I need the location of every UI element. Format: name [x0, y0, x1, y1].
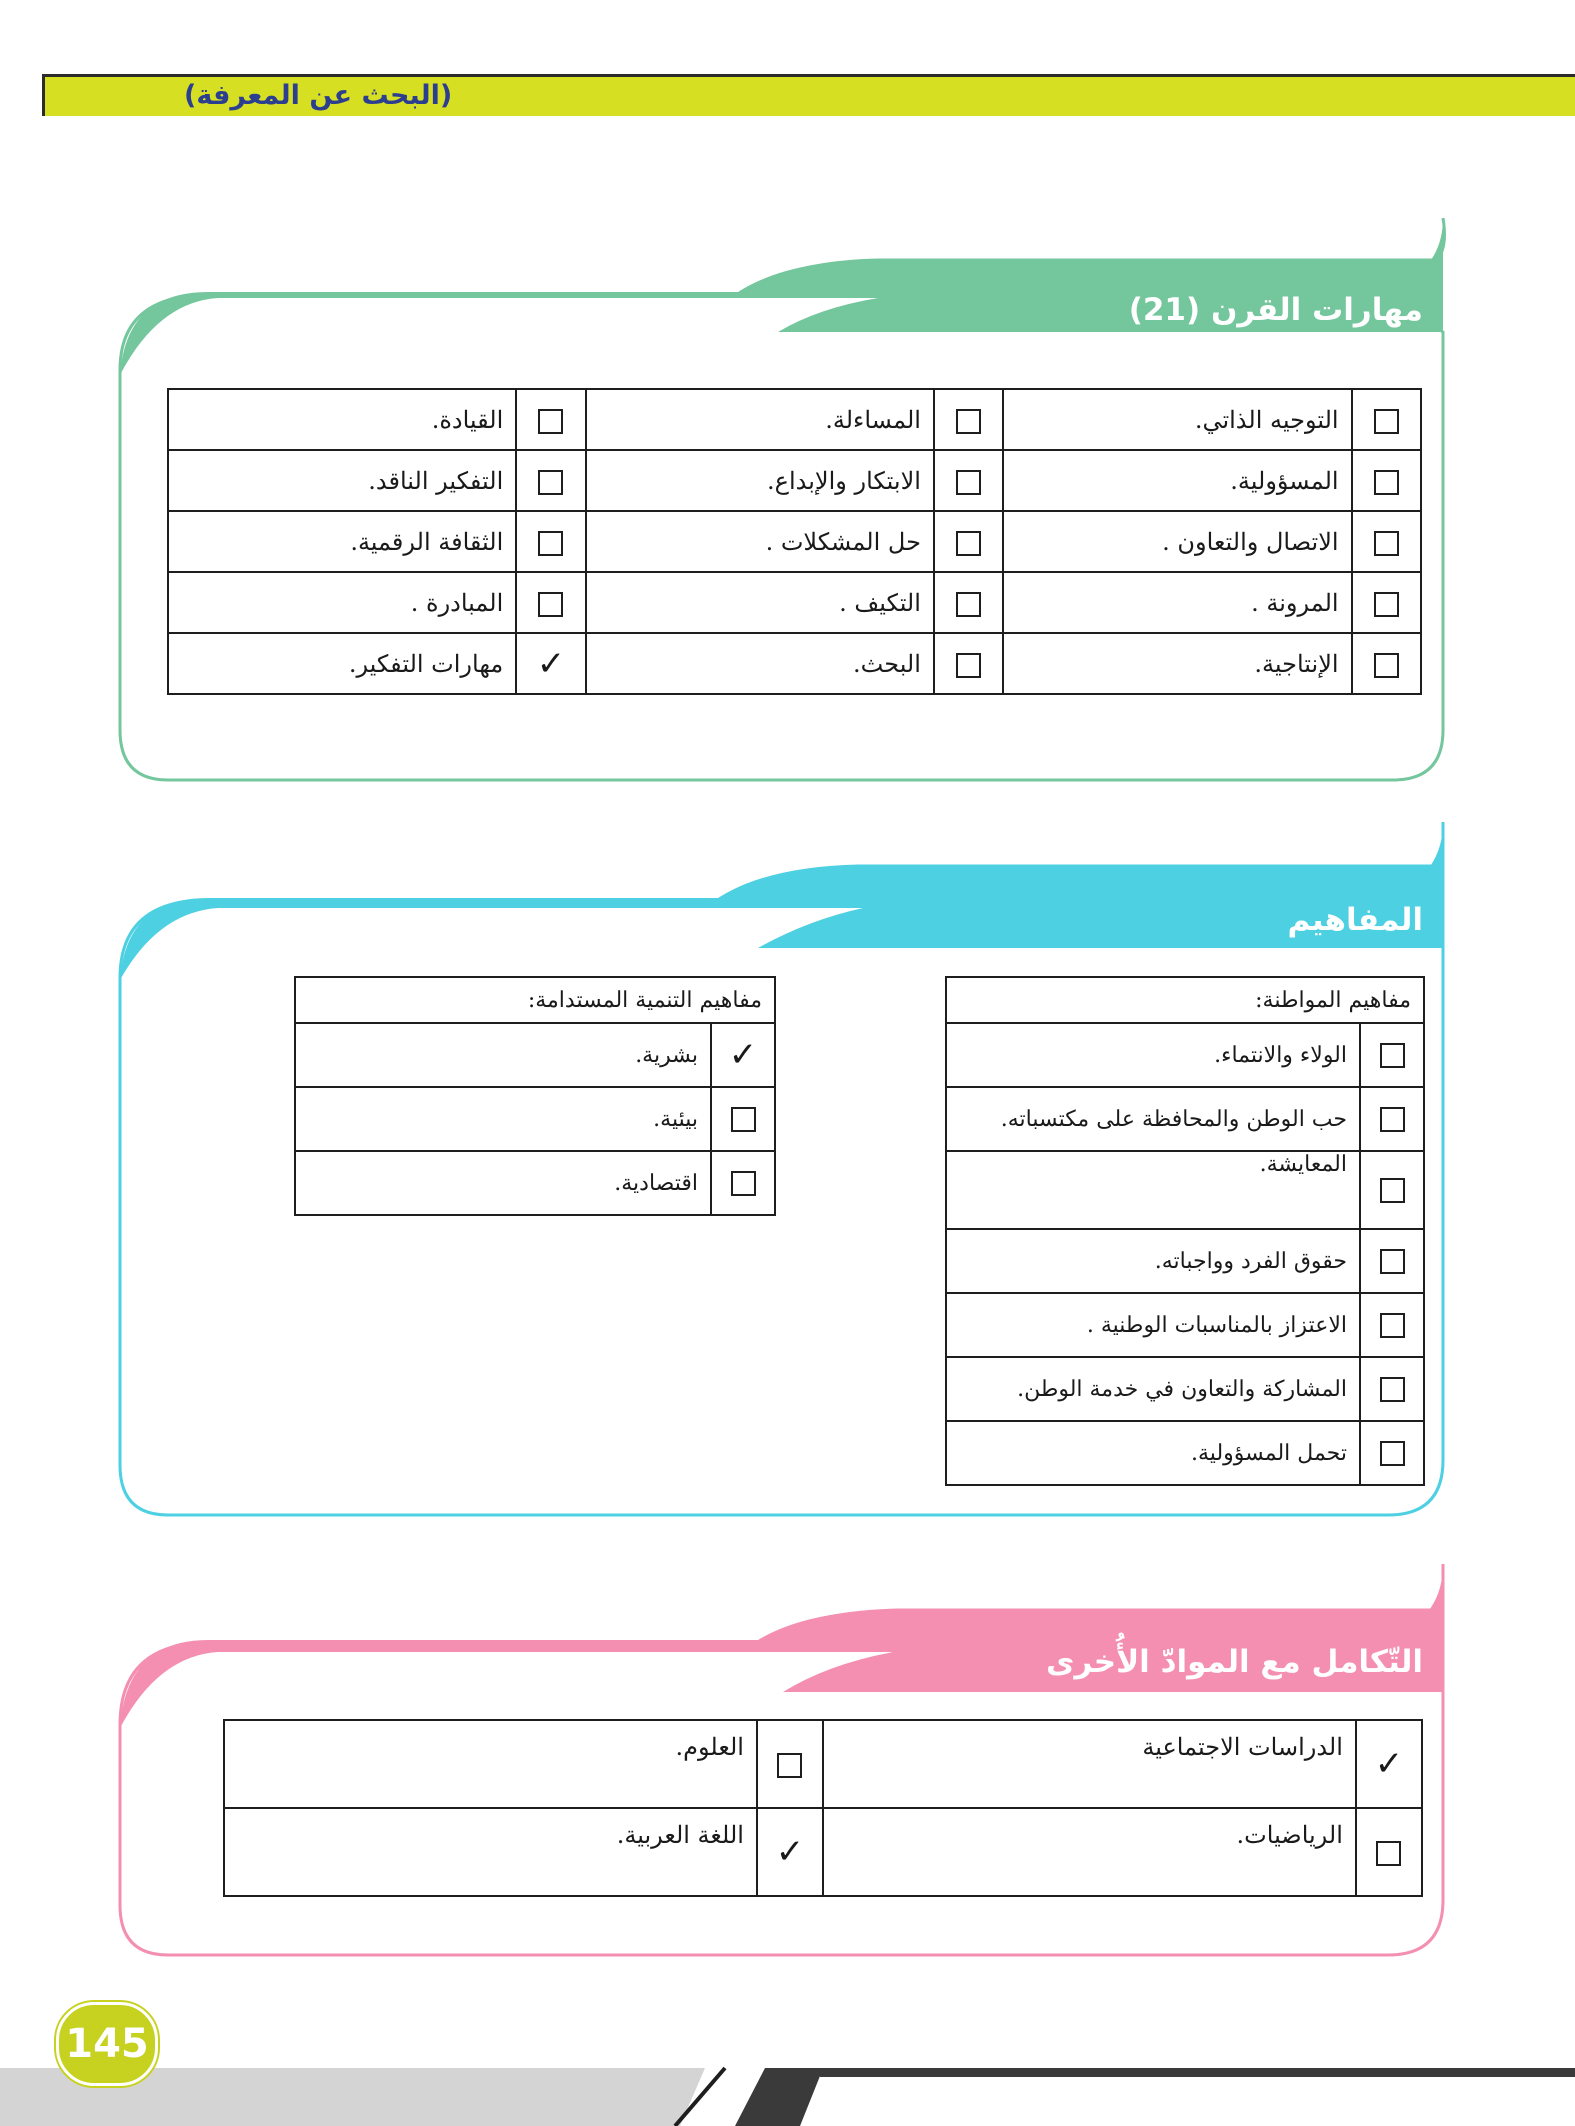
- list-item: [295, 1087, 775, 1151]
- skill-checkbox[interactable]: [934, 450, 1003, 511]
- skills-section: [118, 210, 1458, 790]
- skill-label: المسؤولية.: [1003, 450, 1351, 511]
- skill-checkbox[interactable]: [516, 633, 585, 694]
- table-row: [168, 633, 1421, 694]
- skill-label: الثقافة الرقمية.: [168, 511, 516, 572]
- list-item: [295, 1151, 775, 1215]
- sustainability-table: [294, 976, 776, 1216]
- skill-label: البحث.: [586, 633, 934, 694]
- subject-label: الدراسات الاجتماعية: [823, 1720, 1356, 1808]
- table-row: [168, 572, 1421, 633]
- skill-label: الإنتاجية.: [1003, 633, 1351, 694]
- checkbox-icon[interactable]: [1380, 1107, 1405, 1132]
- skills-table: [167, 388, 1422, 695]
- subject-checkbox[interactable]: [757, 1808, 823, 1896]
- checkbox-icon[interactable]: [956, 653, 981, 678]
- skill-label: الاتصال والتعاون .: [1003, 511, 1351, 572]
- skill-checkbox[interactable]: [516, 389, 585, 450]
- subject-label: الرياضيات.: [823, 1808, 1356, 1896]
- citizenship-checkbox[interactable]: [1360, 1293, 1424, 1357]
- checkbox-icon[interactable]: [956, 470, 981, 495]
- checkbox-icon[interactable]: [956, 409, 981, 434]
- skill-checkbox[interactable]: [1352, 389, 1421, 450]
- checkbox-icon[interactable]: [731, 1107, 756, 1132]
- skill-label: مهارات التفكير.: [168, 633, 516, 694]
- citizenship-checkbox[interactable]: [1360, 1229, 1424, 1293]
- skill-checkbox[interactable]: [516, 572, 585, 633]
- subject-checkbox[interactable]: [757, 1720, 823, 1808]
- sustainability-checkbox[interactable]: [711, 1023, 775, 1087]
- subject-checkbox[interactable]: [1356, 1808, 1422, 1896]
- concepts-title: المفاهيم: [1287, 902, 1423, 938]
- skill-checkbox[interactable]: [516, 511, 585, 572]
- checkmark-icon[interactable]: ✓: [775, 1832, 805, 1872]
- skill-label: حل المشكلات .: [586, 511, 934, 572]
- concepts-section: [118, 820, 1458, 1530]
- skill-checkbox[interactable]: [1352, 572, 1421, 633]
- checkbox-icon[interactable]: [1380, 1441, 1405, 1466]
- table-row: [224, 1720, 1422, 1808]
- checkbox-icon[interactable]: [1374, 592, 1399, 617]
- table-row: [168, 511, 1421, 572]
- skill-label: الابتكار والإبداع.: [586, 450, 934, 511]
- table-row: [224, 1808, 1422, 1896]
- citizenship-label: حقوق الفرد وواجباته.: [946, 1229, 1360, 1293]
- citizenship-label: تحمل المسؤولية.: [946, 1421, 1360, 1485]
- list-item: [295, 1023, 775, 1087]
- subject-label: اللغة العربية.: [224, 1808, 757, 1896]
- checkbox-icon[interactable]: [956, 531, 981, 556]
- checkbox-icon[interactable]: [1380, 1178, 1405, 1203]
- citizenship-label: الولاء والانتماء.: [946, 1023, 1360, 1087]
- sustainability-label: بيئية.: [295, 1087, 711, 1151]
- list-item: [946, 1023, 1424, 1087]
- list-item: [946, 1151, 1424, 1229]
- citizenship-checkbox[interactable]: [1360, 1151, 1424, 1229]
- list-item: [946, 1357, 1424, 1421]
- checkbox-icon[interactable]: [1376, 1841, 1401, 1866]
- integration-title: التّكامل مع الموادّ الأُخرى: [1046, 1644, 1423, 1680]
- checkmark-icon[interactable]: ✓: [536, 643, 566, 684]
- checkbox-icon[interactable]: [777, 1753, 802, 1778]
- page-number-badge: 145: [56, 2002, 158, 2086]
- list-item: [946, 1293, 1424, 1357]
- checkbox-icon[interactable]: [956, 592, 981, 617]
- skill-label: المبادرة .: [168, 572, 516, 633]
- citizenship-label: الاعتزاز بالمناسبات الوطنية .: [946, 1293, 1360, 1357]
- skill-label: التوجيه الذاتي.: [1003, 389, 1351, 450]
- skill-checkbox[interactable]: [1352, 450, 1421, 511]
- skill-checkbox[interactable]: [1352, 511, 1421, 572]
- checkbox-icon[interactable]: [1380, 1249, 1405, 1274]
- skills-title: مهارات القرن (21): [1128, 292, 1423, 328]
- skill-checkbox[interactable]: [934, 389, 1003, 450]
- sustainability-checkbox[interactable]: [711, 1087, 775, 1151]
- skill-label: التكيف .: [586, 572, 934, 633]
- footer-band: [0, 2046, 1575, 2126]
- skill-checkbox[interactable]: [934, 511, 1003, 572]
- header-title: (البحث عن المعرفة): [184, 80, 453, 111]
- checkbox-icon[interactable]: [538, 531, 563, 556]
- citizenship-table: [945, 976, 1425, 1486]
- checkbox-icon[interactable]: [538, 592, 563, 617]
- list-item: [946, 1229, 1424, 1293]
- skill-checkbox[interactable]: [934, 572, 1003, 633]
- citizenship-checkbox[interactable]: [1360, 1023, 1424, 1087]
- skill-checkbox[interactable]: [516, 450, 585, 511]
- skill-checkbox[interactable]: [1352, 633, 1421, 694]
- citizenship-label: حب الوطن والمحافظة على مكتسباته.: [946, 1087, 1360, 1151]
- list-item: [946, 1087, 1424, 1151]
- checkbox-icon[interactable]: [538, 470, 563, 495]
- checkbox-icon[interactable]: [1380, 1377, 1405, 1402]
- sustainability-heading: مفاهيم التنمية المستدامة:: [295, 977, 775, 1023]
- citizenship-checkbox[interactable]: [1360, 1421, 1424, 1485]
- skill-label: المرونة .: [1003, 572, 1351, 633]
- checkbox-icon[interactable]: [1374, 409, 1399, 434]
- table-row: [168, 389, 1421, 450]
- sustainability-label: اقتصادية.: [295, 1151, 711, 1215]
- checkbox-icon[interactable]: [1374, 470, 1399, 495]
- citizenship-checkbox[interactable]: [1360, 1357, 1424, 1421]
- integration-table: [223, 1719, 1423, 1897]
- sustainability-label: بشرية.: [295, 1023, 711, 1087]
- skill-checkbox[interactable]: [934, 633, 1003, 694]
- checkbox-icon[interactable]: [1374, 653, 1399, 678]
- citizenship-label: المعايشة.: [946, 1151, 1360, 1229]
- checkmark-icon[interactable]: ✓: [1374, 1744, 1404, 1784]
- subject-checkbox[interactable]: [1356, 1720, 1422, 1808]
- skill-label: التفكير الناقد.: [168, 450, 516, 511]
- checkbox-icon[interactable]: [1380, 1043, 1405, 1068]
- citizenship-label: المشاركة والتعاون في خدمة الوطن.: [946, 1357, 1360, 1421]
- checkbox-icon[interactable]: [731, 1171, 756, 1196]
- citizenship-checkbox[interactable]: [1360, 1087, 1424, 1151]
- skill-label: القيادة.: [168, 389, 516, 450]
- checkmark-icon[interactable]: ✓: [728, 1035, 758, 1075]
- table-row: [168, 450, 1421, 511]
- citizenship-heading: مفاهيم المواطنة:: [946, 977, 1424, 1023]
- list-item: [946, 1421, 1424, 1485]
- integration-section: [118, 1560, 1458, 1960]
- checkbox-icon[interactable]: [538, 409, 563, 434]
- sustainability-checkbox[interactable]: [711, 1151, 775, 1215]
- subject-label: العلوم.: [224, 1720, 757, 1808]
- skill-label: المساءلة.: [586, 389, 934, 450]
- checkbox-icon[interactable]: [1374, 531, 1399, 556]
- checkbox-icon[interactable]: [1380, 1313, 1405, 1338]
